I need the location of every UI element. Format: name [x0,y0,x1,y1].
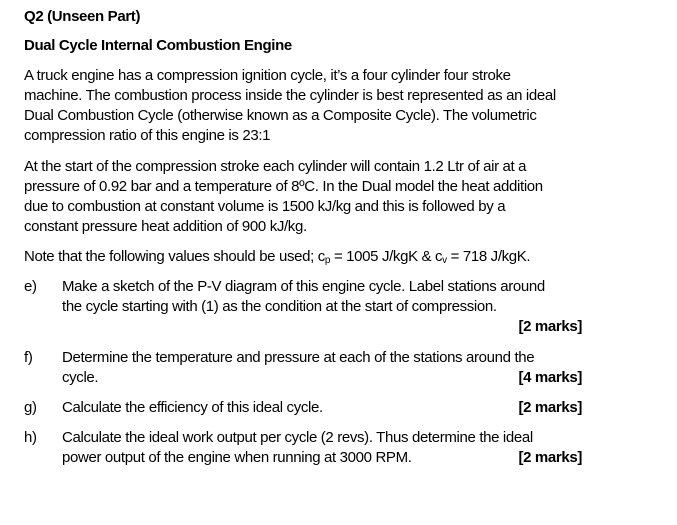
marks-line [62,317,582,337]
text-line-with-marks [62,368,582,388]
question-letter: g) [24,399,37,416]
text-line: Dual Combustion Cycle (otherwise known as a Composite Cycle). The volumetric [24,107,537,124]
intro-paragraph [24,66,644,146]
question-letter: e) [24,278,37,295]
question-title: Q2 (Unseen Part) [24,8,141,25]
question-letter: h) [24,429,37,446]
text-line: constant pressure heat addition of 900 kJ/kg. [24,218,307,235]
cp-value: = 1005 J/kgK & c [330,248,443,265]
cv-subscript: v [442,255,447,266]
text-line: A truck engine has a compression ignition cycle, it’s a four cylinder four stroke [24,67,511,84]
text-line: Determine the temperature and pressure at each of the stations around the [62,349,535,366]
marks-label: [2 marks] [518,449,582,466]
text-line: due to combustion at constant volume is 1500 kJ/kg and this is followed by a [24,198,506,215]
text-line: At the start of the compression stroke each cylinder will contain 1.2 Ltr of air at a [24,158,527,175]
text-line: the cycle starting with (1) as the condition at the start of compression. [62,298,497,315]
question-body [62,428,582,468]
question-letter: f) [24,349,33,366]
text-line-with-marks [62,448,582,468]
text-line-with-marks [62,398,582,418]
marks-label: [4 marks] [518,369,582,386]
question-body [62,277,582,337]
text-line: compression ratio of this engine is 23:1 [24,127,271,144]
marks-label: [2 marks] [518,318,582,335]
text-fragment: power output of the engine when running at 3000 RPM. [62,449,412,466]
conditions-paragraph [24,157,644,237]
text-line: Make a sketch of the P-V diagram of this engine cycle. Label stations around [62,278,545,295]
text-fragment: cycle. [62,369,99,386]
text-line: pressure of 0.92 bar and a temperature of 8ºC. In the Dual model the heat addition [24,178,543,195]
text-line: machine. The combustion process inside the cylinder is best represented as an ideal [24,87,556,104]
note-line [24,247,644,271]
text-line: Calculate the ideal work output per cycle (2 revs). Thus determine the ideal [62,429,533,446]
note-paragraph [24,247,644,271]
marks-label: [2 marks] [518,399,582,416]
cv-value: = 718 J/kgK. [446,248,531,265]
text-fragment: Calculate the efficiency of this ideal cycle. [62,399,323,416]
question-body [62,348,582,388]
cp-subscript: p [324,255,331,266]
question-body [62,398,582,418]
section-subtitle: Dual Cycle Internal Combustion Engine [24,37,292,54]
note-prefix: Note that the following values should be used; c [24,248,325,265]
